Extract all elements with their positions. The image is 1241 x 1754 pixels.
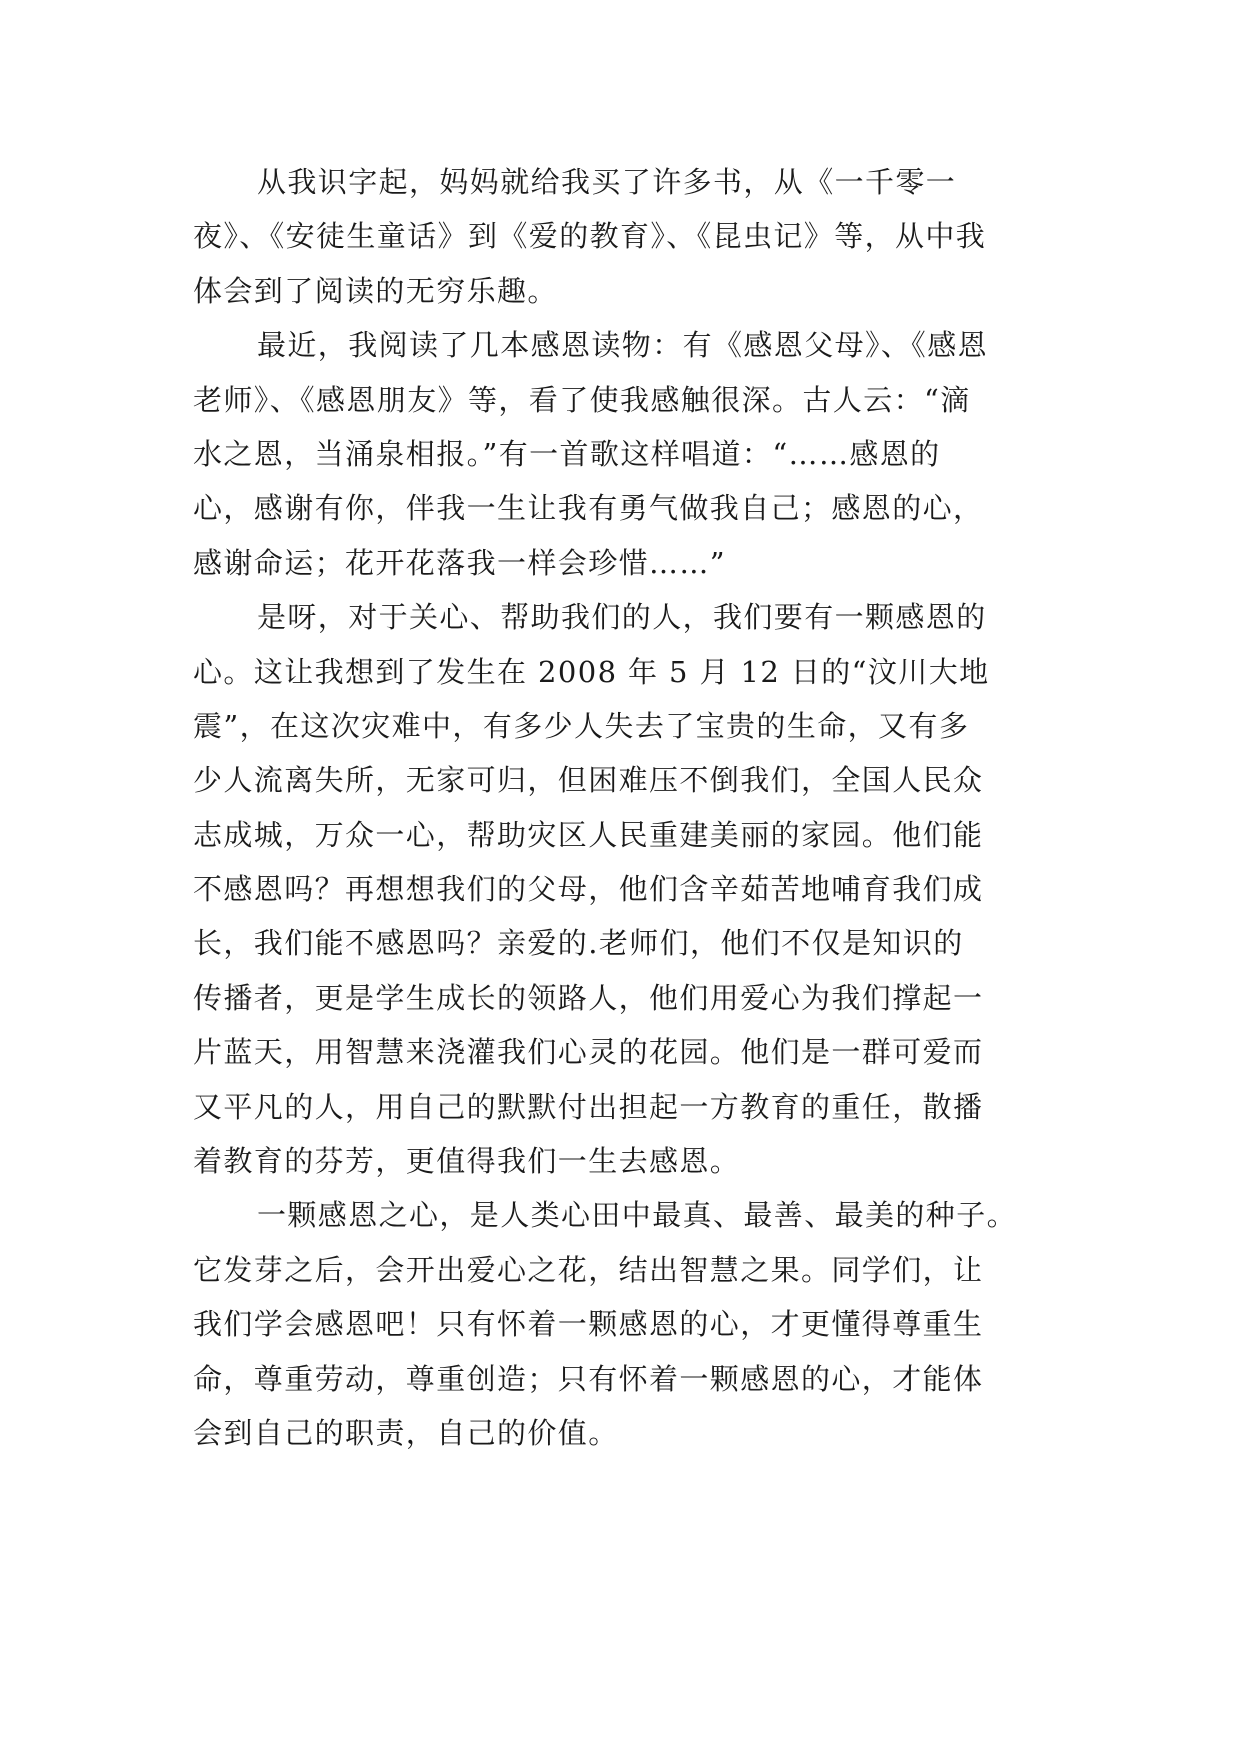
paragraph-line: 传播者，更是学生成长的领路人，他们用爱心为我们撑起一 — [193, 980, 984, 1015]
paragraph-line: 片蓝天，用智慧来浇灌我们心灵的花园。他们是一群可爱而 — [193, 1035, 984, 1070]
paragraph-line: 感谢命运；花开花落我一样会珍惜……” — [193, 545, 727, 580]
paragraph-1 — [193, 155, 1073, 318]
paragraph-line: 它发芽之后，会开出爱心之花，结出智慧之果。同学们，让 — [193, 1252, 984, 1287]
paragraph-3 — [193, 590, 1073, 1188]
document-body — [193, 155, 1073, 1460]
paragraph-line: 不感恩吗？再想想我们的父母，他们含辛茹苦地哺育我们成 — [193, 872, 984, 907]
paragraph-line: 着教育的芬芳，更值得我们一生去感恩。 — [193, 1144, 741, 1179]
paragraph-line: 心，感谢有你，伴我一生让我有勇气做我自己；感恩的心， — [193, 491, 984, 526]
paragraph-line: 是呀，对于关心、帮助我们的人，我们要有一颗感恩的 — [257, 600, 987, 635]
paragraph-line: 夜》、《安徒生童话》到《爱的教育》、《昆虫记》等，从中我 — [193, 219, 987, 254]
paragraph-line: 从我识字起，妈妈就给我买了许多书，从《一千零一 — [257, 165, 957, 199]
paragraph-line: 志成城，万众一心，帮助灾区人民重建美丽的家园。他们能 — [193, 817, 984, 852]
paragraph-line: 会到自己的职责，自己的价值。 — [193, 1415, 619, 1450]
paragraph-line: 水之恩，当涌泉相报。”有一首歌这样唱道：“……感恩的 — [193, 436, 941, 471]
paragraph-line: 震”，在这次灾难中，有多少人失去了宝贵的生命，又有多 — [193, 708, 970, 743]
paragraph-line: 体会到了阅读的无穷乐趣。 — [193, 273, 558, 308]
paragraph-line: 最近，我阅读了几本感恩读物：有《感恩父母》、《感恩 — [257, 328, 989, 363]
paragraph-line: 命，尊重劳动，尊重创造；只有怀着一颗感恩的心，才能体 — [193, 1361, 984, 1396]
paragraph-line: 一颗感恩之心，是人类心田中最真、最善、最美的种子。 — [257, 1198, 1018, 1233]
paragraph-line: 少人流离失所，无家可归，但困难压不倒我们，全国人民众 — [193, 763, 984, 798]
paragraph-line: 我们学会感恩吧！只有怀着一颗感恩的心，才更懂得尊重生 — [193, 1307, 984, 1342]
paragraph-2 — [193, 318, 1073, 590]
paragraph-line: 老师》、《感恩朋友》等，看了使我感触很深。古人云：“滴 — [193, 382, 971, 417]
paragraph-line: 又平凡的人，用自己的默默付出担起一方教育的重任，散播 — [193, 1089, 984, 1124]
paragraph-4 — [193, 1188, 1073, 1460]
paragraph-line: 长，我们能不感恩吗？亲爱的.老师们，他们不仅是知识的 — [193, 926, 964, 961]
paragraph-line: 心。这让我想到了发生在 2008 年 5 月 12 日的“汶川大地 — [193, 654, 990, 689]
